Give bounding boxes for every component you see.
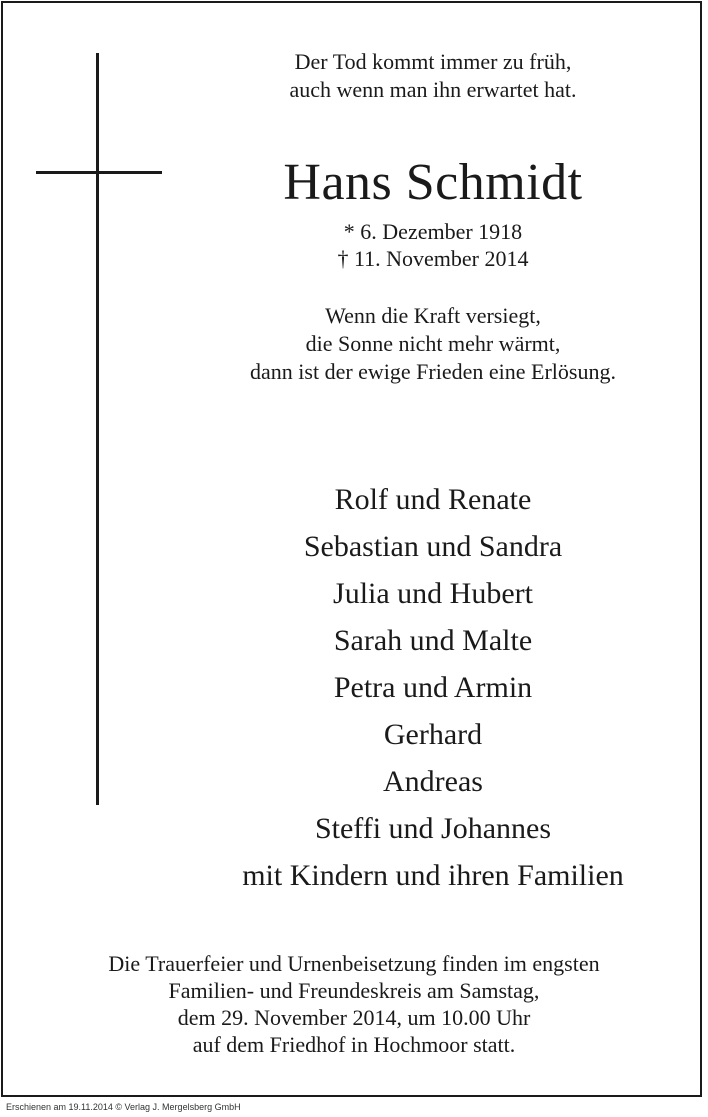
mourner-entry: mit Kindern und ihren Familien bbox=[242, 859, 624, 892]
mourner-entry: Petra und Armin bbox=[333, 671, 533, 704]
motto-line: Der Tod kommt immer zu früh, bbox=[294, 49, 572, 74]
death-date: † 11. November 2014 bbox=[337, 246, 529, 271]
ceremony-line: auf dem Friedhof in Hochmoor statt. bbox=[192, 1032, 516, 1057]
ceremony-line: Die Trauerfeier und Urnenbeisetzung finden im engsten bbox=[108, 951, 600, 976]
verse-line: Wenn die Kraft versiegt, bbox=[325, 303, 541, 328]
mourner-entry: Sebastian und Sandra bbox=[303, 530, 563, 563]
birth-date: * 6. Dezember 1918 bbox=[343, 219, 523, 244]
verse-line: dann ist der ewige Frieden eine Erlösung. bbox=[250, 359, 616, 384]
mourner-entry: Julia und Hubert bbox=[333, 577, 533, 610]
deceased-name: Hans Schmidt bbox=[283, 154, 583, 211]
ceremony-notice bbox=[4, 950, 704, 1058]
mourner-entry: Rolf und Renate bbox=[334, 483, 532, 516]
motto-line: auch wenn man ihn erwartet hat. bbox=[289, 77, 577, 102]
mourner-entry: Gerhard bbox=[383, 718, 483, 751]
publication-footer: Erschienen am 19.11.2014 © Verlag J. Mergelsberg GmbH bbox=[6, 1102, 241, 1112]
verse bbox=[160, 302, 706, 386]
life-dates bbox=[160, 218, 706, 272]
mourner-entry: Andreas bbox=[383, 765, 483, 798]
mourner-entry: Sarah und Malte bbox=[333, 624, 533, 657]
cross-icon bbox=[96, 53, 99, 805]
ceremony-line: dem 29. November 2014, um 10.00 Uhr bbox=[177, 1005, 531, 1030]
mourner-entry: Steffi und Johannes bbox=[314, 812, 552, 845]
verse-line: die Sonne nicht mehr wärmt, bbox=[305, 331, 561, 356]
motto bbox=[160, 48, 706, 104]
mourners-list bbox=[160, 476, 706, 899]
ceremony-line: Familien- und Freundeskreis am Samstag, bbox=[168, 978, 540, 1003]
cross-icon-crossbar bbox=[36, 171, 162, 174]
